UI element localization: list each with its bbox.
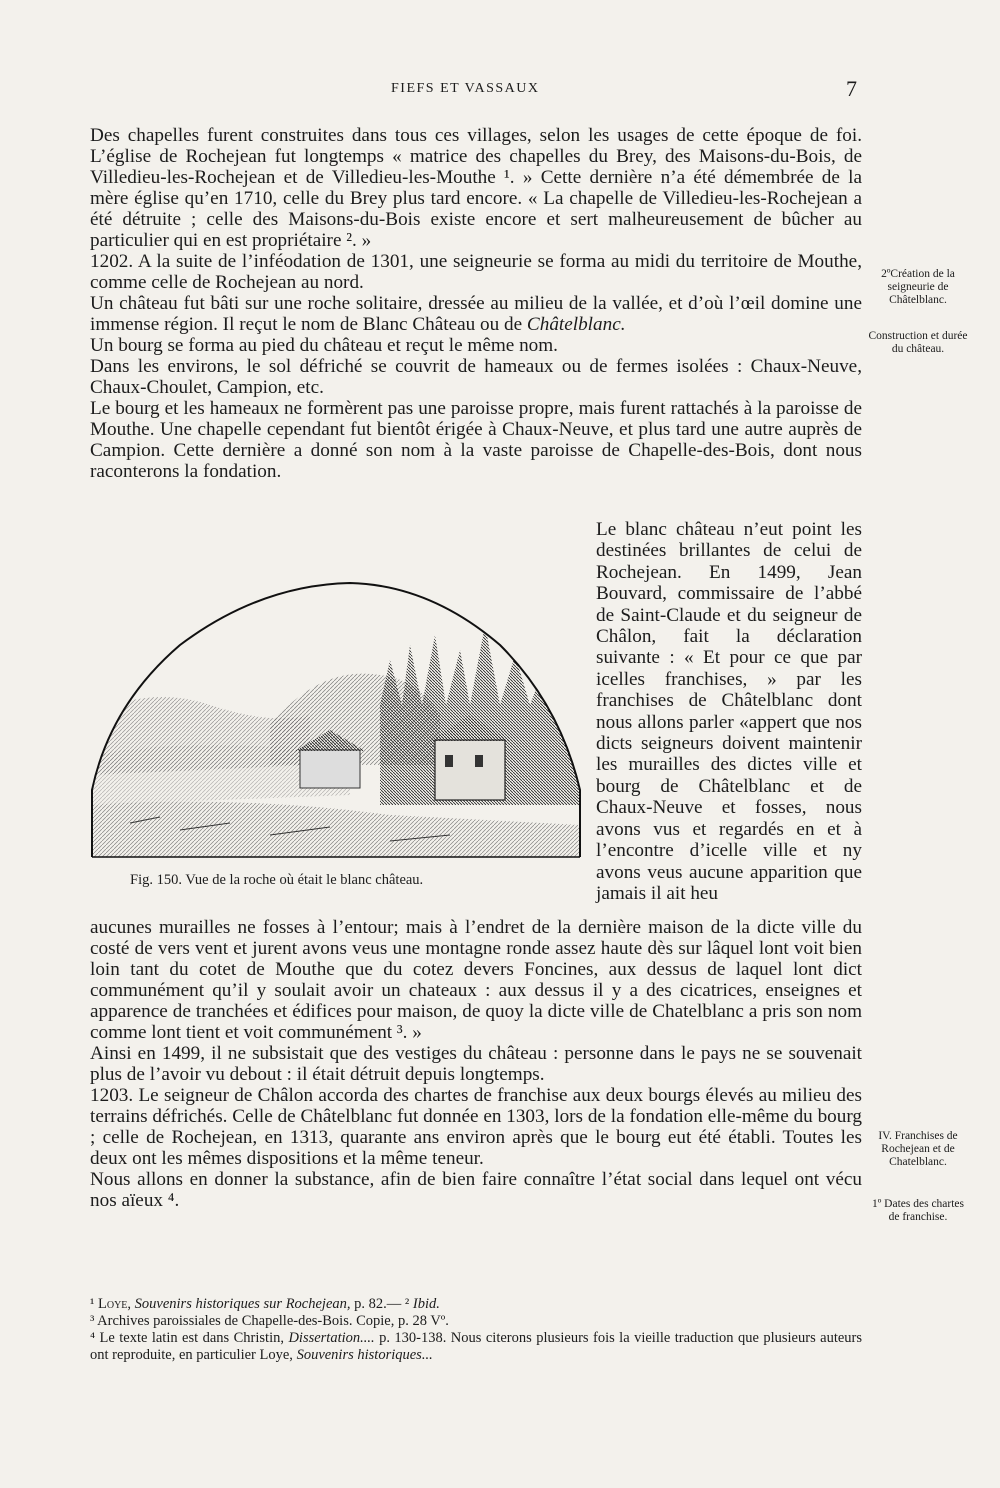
- paragraph-chateau: [90, 293, 862, 335]
- paragraph-murailles: aucunes murailles ne fosses à l’entour; mais à l’endret de la dernière maison de la dicte ville du costé de vers vent et jurent avons veus une montagne ronde assez haute dès sur lâquel lont voit bien loin tant du cotet de Mouthe que du cotez devers Foncines, aux dessus de laquel lont dict communément qu’il y soulait avoir un chateaux : aux dessus il y a des cicatrices, enseignes et apparence de tranchées et édifices pour maison, de quoy la dicte ville de Chatelblanc a pris son nom comme lont tient et voit communément ³. »: [90, 917, 862, 1043]
- footnote-4-text: ⁴ Le texte latin est dans Christin,: [90, 1330, 284, 1346]
- page-header: [0, 78, 1000, 102]
- paragraph-blanc-chateau: Le blanc château n’eut point les destinées brillantes de celui de Rochejean. En 1499, Jean Bouvard, commissaire de l’abbé de Saint-Claude et du seigneur de Châlon, fait la déclaration suivante : « Et pour ce que par icelles franchises, » par les franchises de Châtelblanc dont nous allons parler «appert que nos dicts seigneurs doivent maintenir les murailles des dictes ville et bourg de Châtelblanc et de Chaux-Neuve et fosses, nous avons vus et regardés en et à l’encontre d’icelle ville et ny avons veus aucune apparition que jamais il ait heu: [596, 519, 862, 904]
- margin-note-franchises: IV. Franchises de Rochejean et de Chatelblanc.: [878, 1130, 958, 1168]
- margin-note-creation: 2ºCréation de la seigneurie de Châtelblanc.: [881, 268, 955, 306]
- paragraph-paroisse: Le bourg et les hameaux ne formèrent pas une paroisse propre, mais furent rattachés à la paroisse de Mouthe. Une chapelle cependant fut bientôt érigée à Chaux-Neuve, et plus tard une autre auprès de Campion. Cette dernière a donné son nom à la vaste paroisse de Chapelle-des-Bois, dont nous raconterons la fondation.: [90, 398, 862, 482]
- footnote-4-title: Dissertation....: [288, 1330, 375, 1346]
- paragraph-substance: Nous allons en donner la substance, afin de bien faire connaître l’état social dans lequel ont vécu nos aïeux ⁴.: [90, 1169, 862, 1211]
- paragraph-1203: 1203. Le seigneur de Châlon accorda des chartes de franchise aux deux bourgs élevés au milieu des terrains défrichés. Celle de Châtelblanc fut donnée en 1303, lors de la fondation elle-même du bourg ; celle de Rochejean, en 1313, quarante ans environ après que le bourg eut été établi. Toutes les deux ont les mêmes dispositions et la même teneur.: [90, 1085, 862, 1169]
- paragraph-1499: Ainsi en 1499, il ne subsistait que des vestiges du château : personne dans le pays ne se souvenait plus de l’avoir vu debout : il était détruit depuis longtemps.: [90, 1043, 862, 1085]
- margin-note-construction: Construction et durée du château.: [868, 330, 968, 355]
- paragraph-chapelles: Des chapelles furent construites dans tous ces villages, selon les usages de cette époque de foi. L’église de Rochejean fut longtemps « matrice des chapelles du Brey, des Maisons-du-Bois, de Villedieu-les-Rochejean et de Villedieu-les-Mouthe ¹. » Cette dernière n’a été démembrée de la mère église qu’en 1710, celle du Brey plus tard encore. « La chapelle de Villedieu-les-Rochejean a été détruite ; celle des Maisons-du-Bois existe encore et sert malheureusement de bûcher au particulier qui en est propriétaire ². »: [90, 125, 862, 251]
- footnote-1-number: ¹: [90, 1296, 95, 1312]
- footnote-1: [90, 1296, 862, 1313]
- figure-caption: Fig. 150. Vue de la roche où était le blanc château.: [130, 872, 424, 888]
- footnote-4: [90, 1330, 862, 1364]
- footnotes: [90, 1296, 862, 1364]
- footnote-1-pages: p. 82.— ²: [354, 1296, 410, 1312]
- footnote-1-title: Souvenirs historiques sur Rochejean,: [134, 1296, 351, 1312]
- footnote-4-title-2: Souvenirs historiques...: [296, 1347, 433, 1363]
- running-title: FIEFS ET VASSAUX: [391, 81, 540, 96]
- chatelblanc-italic: Châtelblanc.: [526, 314, 626, 335]
- paragraph-environs: Dans les environs, le sol défriché se couvrit de hameaux ou de fermes isolées : Chaux-Neuve, Chaux-Choulet, Campion, etc.: [90, 356, 862, 398]
- footnote-2-ibid: Ibid.: [412, 1296, 440, 1312]
- castle-rock-engraving: [90, 565, 590, 870]
- footnote-3: ³ Archives paroissiales de Chapelle-des-Bois. Copie, p. 28 Vº.: [90, 1313, 449, 1329]
- footnote-4-middle: p. 130-138. Nous citerons plusieurs fois la vieille traduction que plusieurs auteurs ont reproduite, en particulier Loye,: [90, 1330, 863, 1363]
- paragraph-1202: 1202. A la suite de l’inféodation de 1301, une seigneurie se forma au midi du territoire de Mouthe, comme celle de Rochejean au nord.: [90, 251, 862, 293]
- lower-text-column: [90, 917, 862, 1211]
- footnote-1-author: Loye,: [97, 1296, 132, 1312]
- figure: [90, 545, 590, 900]
- page-number: 7: [846, 76, 857, 101]
- wrapped-text-column: [596, 519, 862, 904]
- paragraph-bourg: Un bourg se forma au pied du château et reçut le même nom.: [90, 335, 558, 356]
- paragraph-chateau-text: Un château fut bâti sur une roche solitaire, dressée au milieu de la vallée, et d’où l’œil domine une immense région. Il reçut le nom de Blanc Château ou de: [90, 293, 862, 335]
- upper-text-column: [90, 125, 862, 482]
- margin-note-dates: 1º Dates des chartes de franchise.: [871, 1198, 965, 1223]
